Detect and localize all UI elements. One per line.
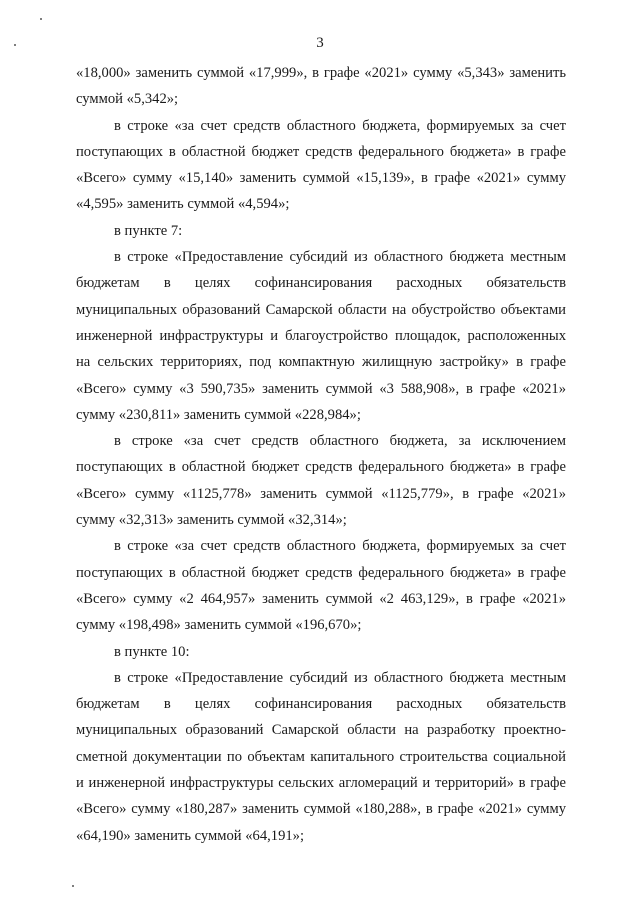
paragraph: в строке «за счет средств областного бюджета, формируемых за счет поступающих в областной бюджет средств федерального бюджета» в графе «Всего» сумму «15,140» заменить суммой «15,139», в графе «2021» сумму «4,595» заменить суммой «4,594»;: [76, 117, 566, 213]
document-body: [76, 60, 566, 849]
page-number: 3: [316, 35, 324, 51]
paragraph: в пункте 10:: [114, 643, 190, 660]
paragraph: в пункте 7:: [114, 222, 183, 239]
paragraph: в строке «Предоставление субсидий из областного бюджета местным бюджетам в целях софинансирования расходных обязательств муниципальных образований Самарской области на обустройство объектами инженерной инфраструктуры и благоустройство площадок, расположенных на сельских территориях, под компактную жилищную застройку» в графе «Всего» сумму «3 590,735» заменить суммой «3 588,908», в графе «2021» сумму «230,811» заменить суммой «228,984»;: [76, 249, 566, 423]
paragraph: «18,000» заменить суммой «17,999», в графе «2021» сумму «5,343» заменить суммой «5,342»;: [76, 65, 566, 108]
scan-speck: [40, 18, 42, 20]
scan-speck: [72, 885, 74, 887]
paragraph: в строке «за счет средств областного бюджета, формируемых за счет поступающих в областной бюджет средств федерального бюджета» в графе «Всего» сумму «2 464,957» заменить суммой «2 463,129», в графе «2021» сумму «198,498» заменить суммой «196,670»;: [76, 538, 566, 634]
paragraph: в строке «Предоставление субсидий из областного бюджета местным бюджетам в целях софинансирования расходных обязательств муниципальных образований Самарской области на разработку проектно-сметной документации по объектам капитального строительства социальной и инженерной инфраструктуры сельских агломераций и территорий» в графе «Всего» сумму «180,287» заменить суммой «180,288», в графе «2021» сумму «64,190» заменить суммой «64,191»;: [76, 669, 566, 844]
paragraph: в строке «за счет средств областного бюджета, за исключением поступающих в областной бюджет средств федерального бюджета» в графе «Всего» сумму «1125,778» заменить суммой «1125,779», в графе «2021» сумму «32,313» заменить суммой «32,314»;: [76, 433, 566, 529]
